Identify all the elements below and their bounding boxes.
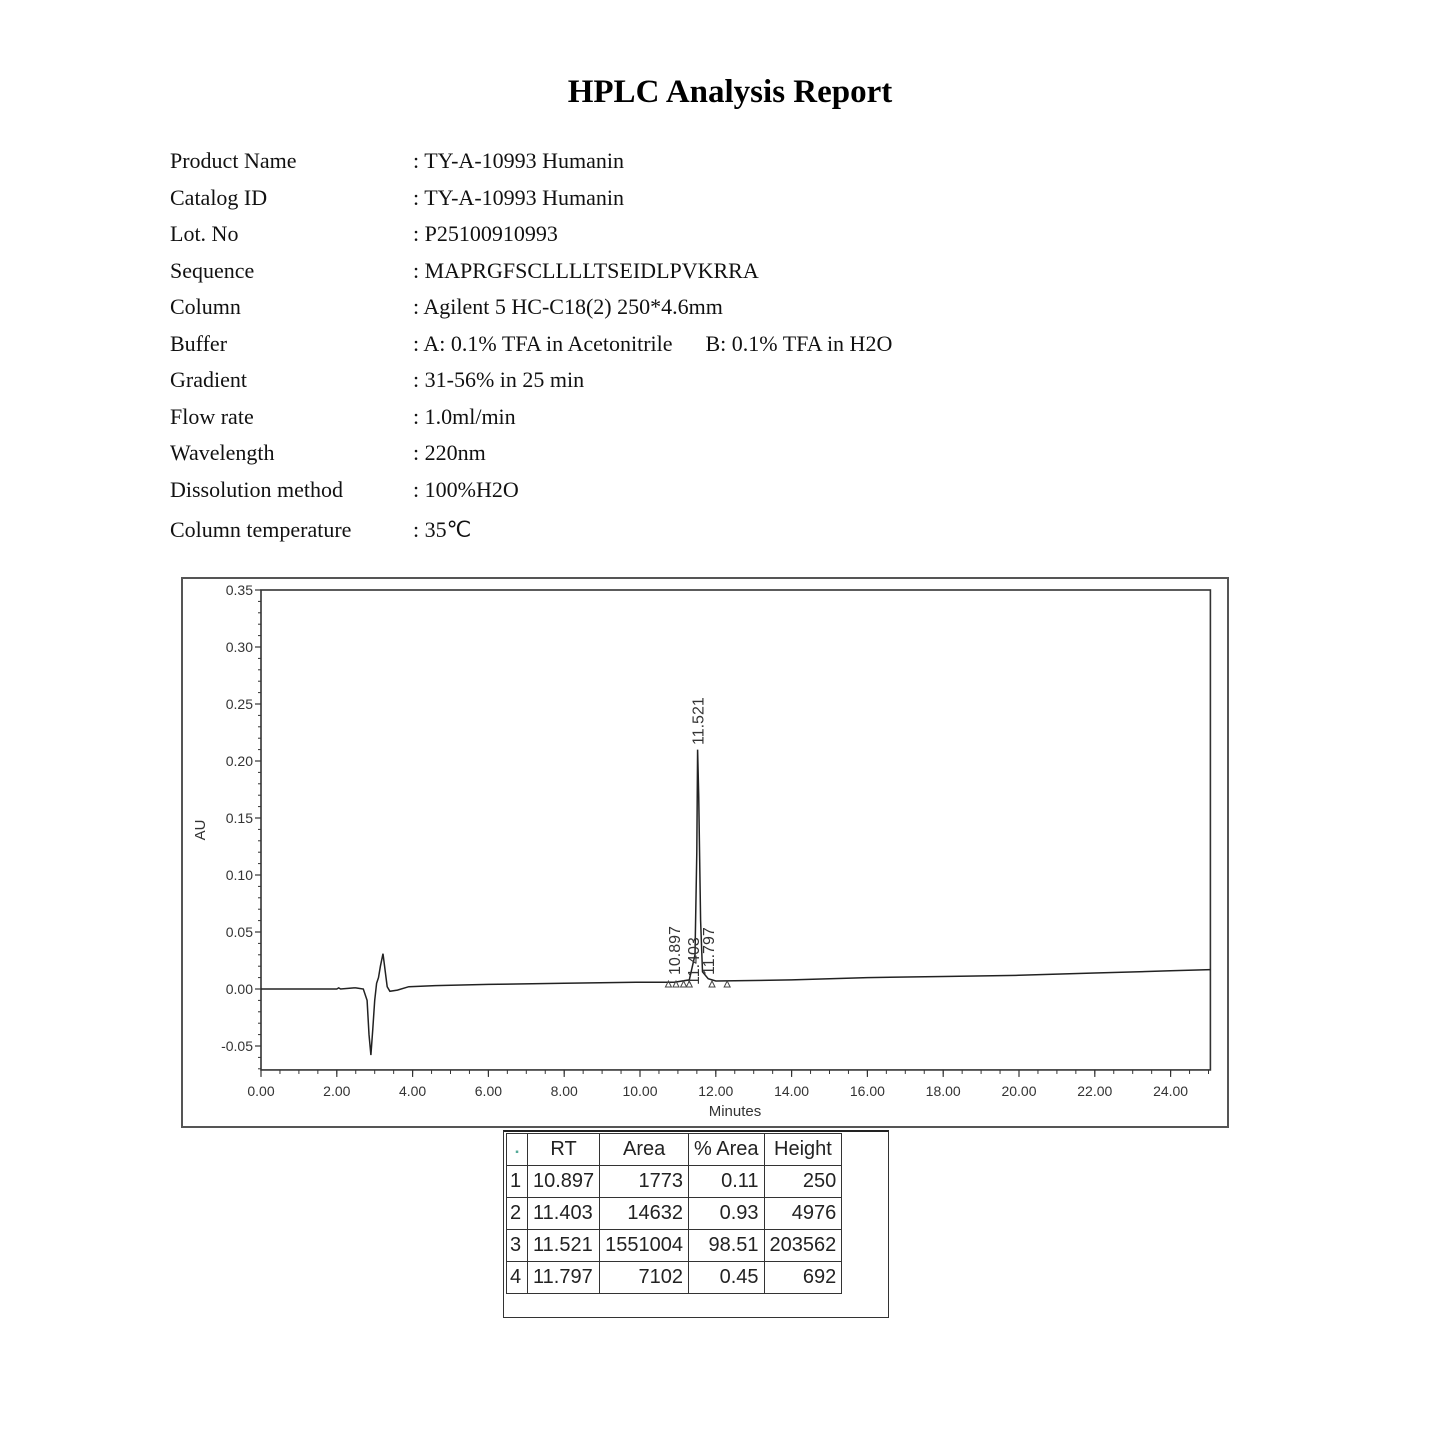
cell-height: 250 xyxy=(764,1166,842,1198)
cell-pct-area: 0.93 xyxy=(689,1198,764,1230)
svg-text:11.521: 11.521 xyxy=(690,697,708,745)
y-axis-label: AU xyxy=(192,819,209,841)
info-value: : 1.0ml/min xyxy=(413,403,516,429)
svg-text:4.00: 4.00 xyxy=(398,1082,427,1099)
svg-text:10.00: 10.00 xyxy=(622,1082,658,1099)
table-row xyxy=(507,1198,842,1230)
svg-text:16.00: 16.00 xyxy=(849,1082,885,1099)
x-axis-label: Minutes xyxy=(708,1103,762,1120)
cell-rt: 11.403 xyxy=(528,1198,600,1230)
table-row xyxy=(507,1262,842,1294)
select-marker[interactable]: ▪ xyxy=(507,1134,528,1166)
info-label: Flow rate xyxy=(170,403,254,429)
svg-text:0.20: 0.20 xyxy=(225,753,253,769)
info-value: : TY-A-10993 Humanin xyxy=(413,148,625,173)
row-index: 1 xyxy=(507,1166,528,1198)
cell-area: 1551004 xyxy=(600,1230,689,1262)
info-value: : MAPRGFSCLLLLTSEIDLPVKRRA xyxy=(413,257,759,283)
svg-text:20.00: 20.00 xyxy=(1001,1082,1037,1099)
info-value: : 220nm xyxy=(413,440,486,465)
cell-area: 14632 xyxy=(600,1198,689,1230)
svg-text:0.30: 0.30 xyxy=(225,639,253,655)
col-header-rt: RT xyxy=(528,1134,600,1166)
svg-text:24.00: 24.00 xyxy=(1153,1082,1189,1099)
info-label: Wavelength xyxy=(170,440,275,465)
svg-text:6.00: 6.00 xyxy=(474,1082,503,1099)
cell-height: 203562 xyxy=(764,1230,842,1262)
svg-text:11.403: 11.403 xyxy=(686,937,704,985)
svg-text:8.00: 8.00 xyxy=(550,1082,578,1099)
row-index: 2 xyxy=(507,1198,528,1230)
cell-rt: 11.797 xyxy=(528,1262,600,1294)
peak-table-panel xyxy=(503,1130,889,1318)
svg-text:0.00: 0.00 xyxy=(225,981,253,997)
info-label: Column xyxy=(170,294,241,319)
col-header-height: Height xyxy=(764,1134,842,1166)
svg-text:0.35: 0.35 xyxy=(225,582,253,598)
svg-text:0.25: 0.25 xyxy=(225,696,253,712)
report-title: HPLC Analysis Report xyxy=(567,74,893,110)
row-index: 3 xyxy=(507,1230,528,1262)
chromatogram xyxy=(183,579,1227,1126)
svg-text:11.797: 11.797 xyxy=(701,927,719,975)
svg-text:0.00: 0.00 xyxy=(247,1082,275,1099)
info-value: : 31-56% in 25 min xyxy=(413,367,585,392)
info-label: Column temperature xyxy=(170,517,352,542)
info-label: Sequence xyxy=(170,257,255,283)
cell-pct-area: 0.11 xyxy=(689,1166,764,1198)
cell-height: 4976 xyxy=(764,1198,842,1230)
svg-text:10.897: 10.897 xyxy=(666,926,684,975)
info-value: : 100%H2O xyxy=(413,476,519,502)
svg-text:-0.05: -0.05 xyxy=(221,1038,253,1054)
col-header-pct-area: % Area xyxy=(689,1134,764,1166)
table-row xyxy=(507,1166,842,1198)
svg-text:14.00: 14.00 xyxy=(774,1082,810,1099)
peak-table xyxy=(506,1133,842,1294)
cell-rt: 11.521 xyxy=(528,1230,600,1262)
svg-text:22.00: 22.00 xyxy=(1077,1082,1113,1099)
info-value: : A: 0.1% TFA in Acetonitrile B: 0.1% TFA in H2O xyxy=(413,330,893,356)
svg-text:0.10: 0.10 xyxy=(225,867,253,883)
col-header-area: Area xyxy=(600,1134,689,1166)
chart-axes xyxy=(221,582,1210,1099)
row-index: 4 xyxy=(507,1262,528,1294)
cell-area: 1773 xyxy=(600,1166,689,1198)
info-label: Catalog ID xyxy=(170,184,268,210)
info-label: Buffer xyxy=(170,330,228,356)
cell-pct-area: 0.45 xyxy=(689,1262,764,1294)
svg-text:0.05: 0.05 xyxy=(225,924,253,940)
info-value: : P25100910993 xyxy=(413,221,558,246)
chromatogram-frame xyxy=(181,577,1229,1128)
svg-text:18.00: 18.00 xyxy=(925,1082,961,1099)
info-label: Lot. No xyxy=(170,221,239,246)
info-value: : 35℃ xyxy=(413,517,472,542)
info-label: Dissolution method xyxy=(170,476,343,502)
info-value: : TY-A-10993 Humanin xyxy=(413,184,625,210)
info-label: Product Name xyxy=(170,148,297,173)
peak-labels xyxy=(665,697,730,987)
table-row xyxy=(507,1230,842,1262)
cell-height: 692 xyxy=(764,1262,842,1294)
cell-pct-area: 98.51 xyxy=(689,1230,764,1262)
svg-text:0.15: 0.15 xyxy=(225,810,253,826)
chromatogram-trace xyxy=(261,750,1210,1056)
svg-text:2.00: 2.00 xyxy=(323,1082,351,1099)
peak-table-header xyxy=(507,1134,842,1166)
cell-rt: 10.897 xyxy=(528,1166,600,1198)
info-label: Gradient xyxy=(170,367,247,392)
svg-text:12.00: 12.00 xyxy=(698,1082,734,1099)
info-value: : Agilent 5 HC-C18(2) 250*4.6mm xyxy=(413,294,723,319)
cell-area: 7102 xyxy=(600,1262,689,1294)
